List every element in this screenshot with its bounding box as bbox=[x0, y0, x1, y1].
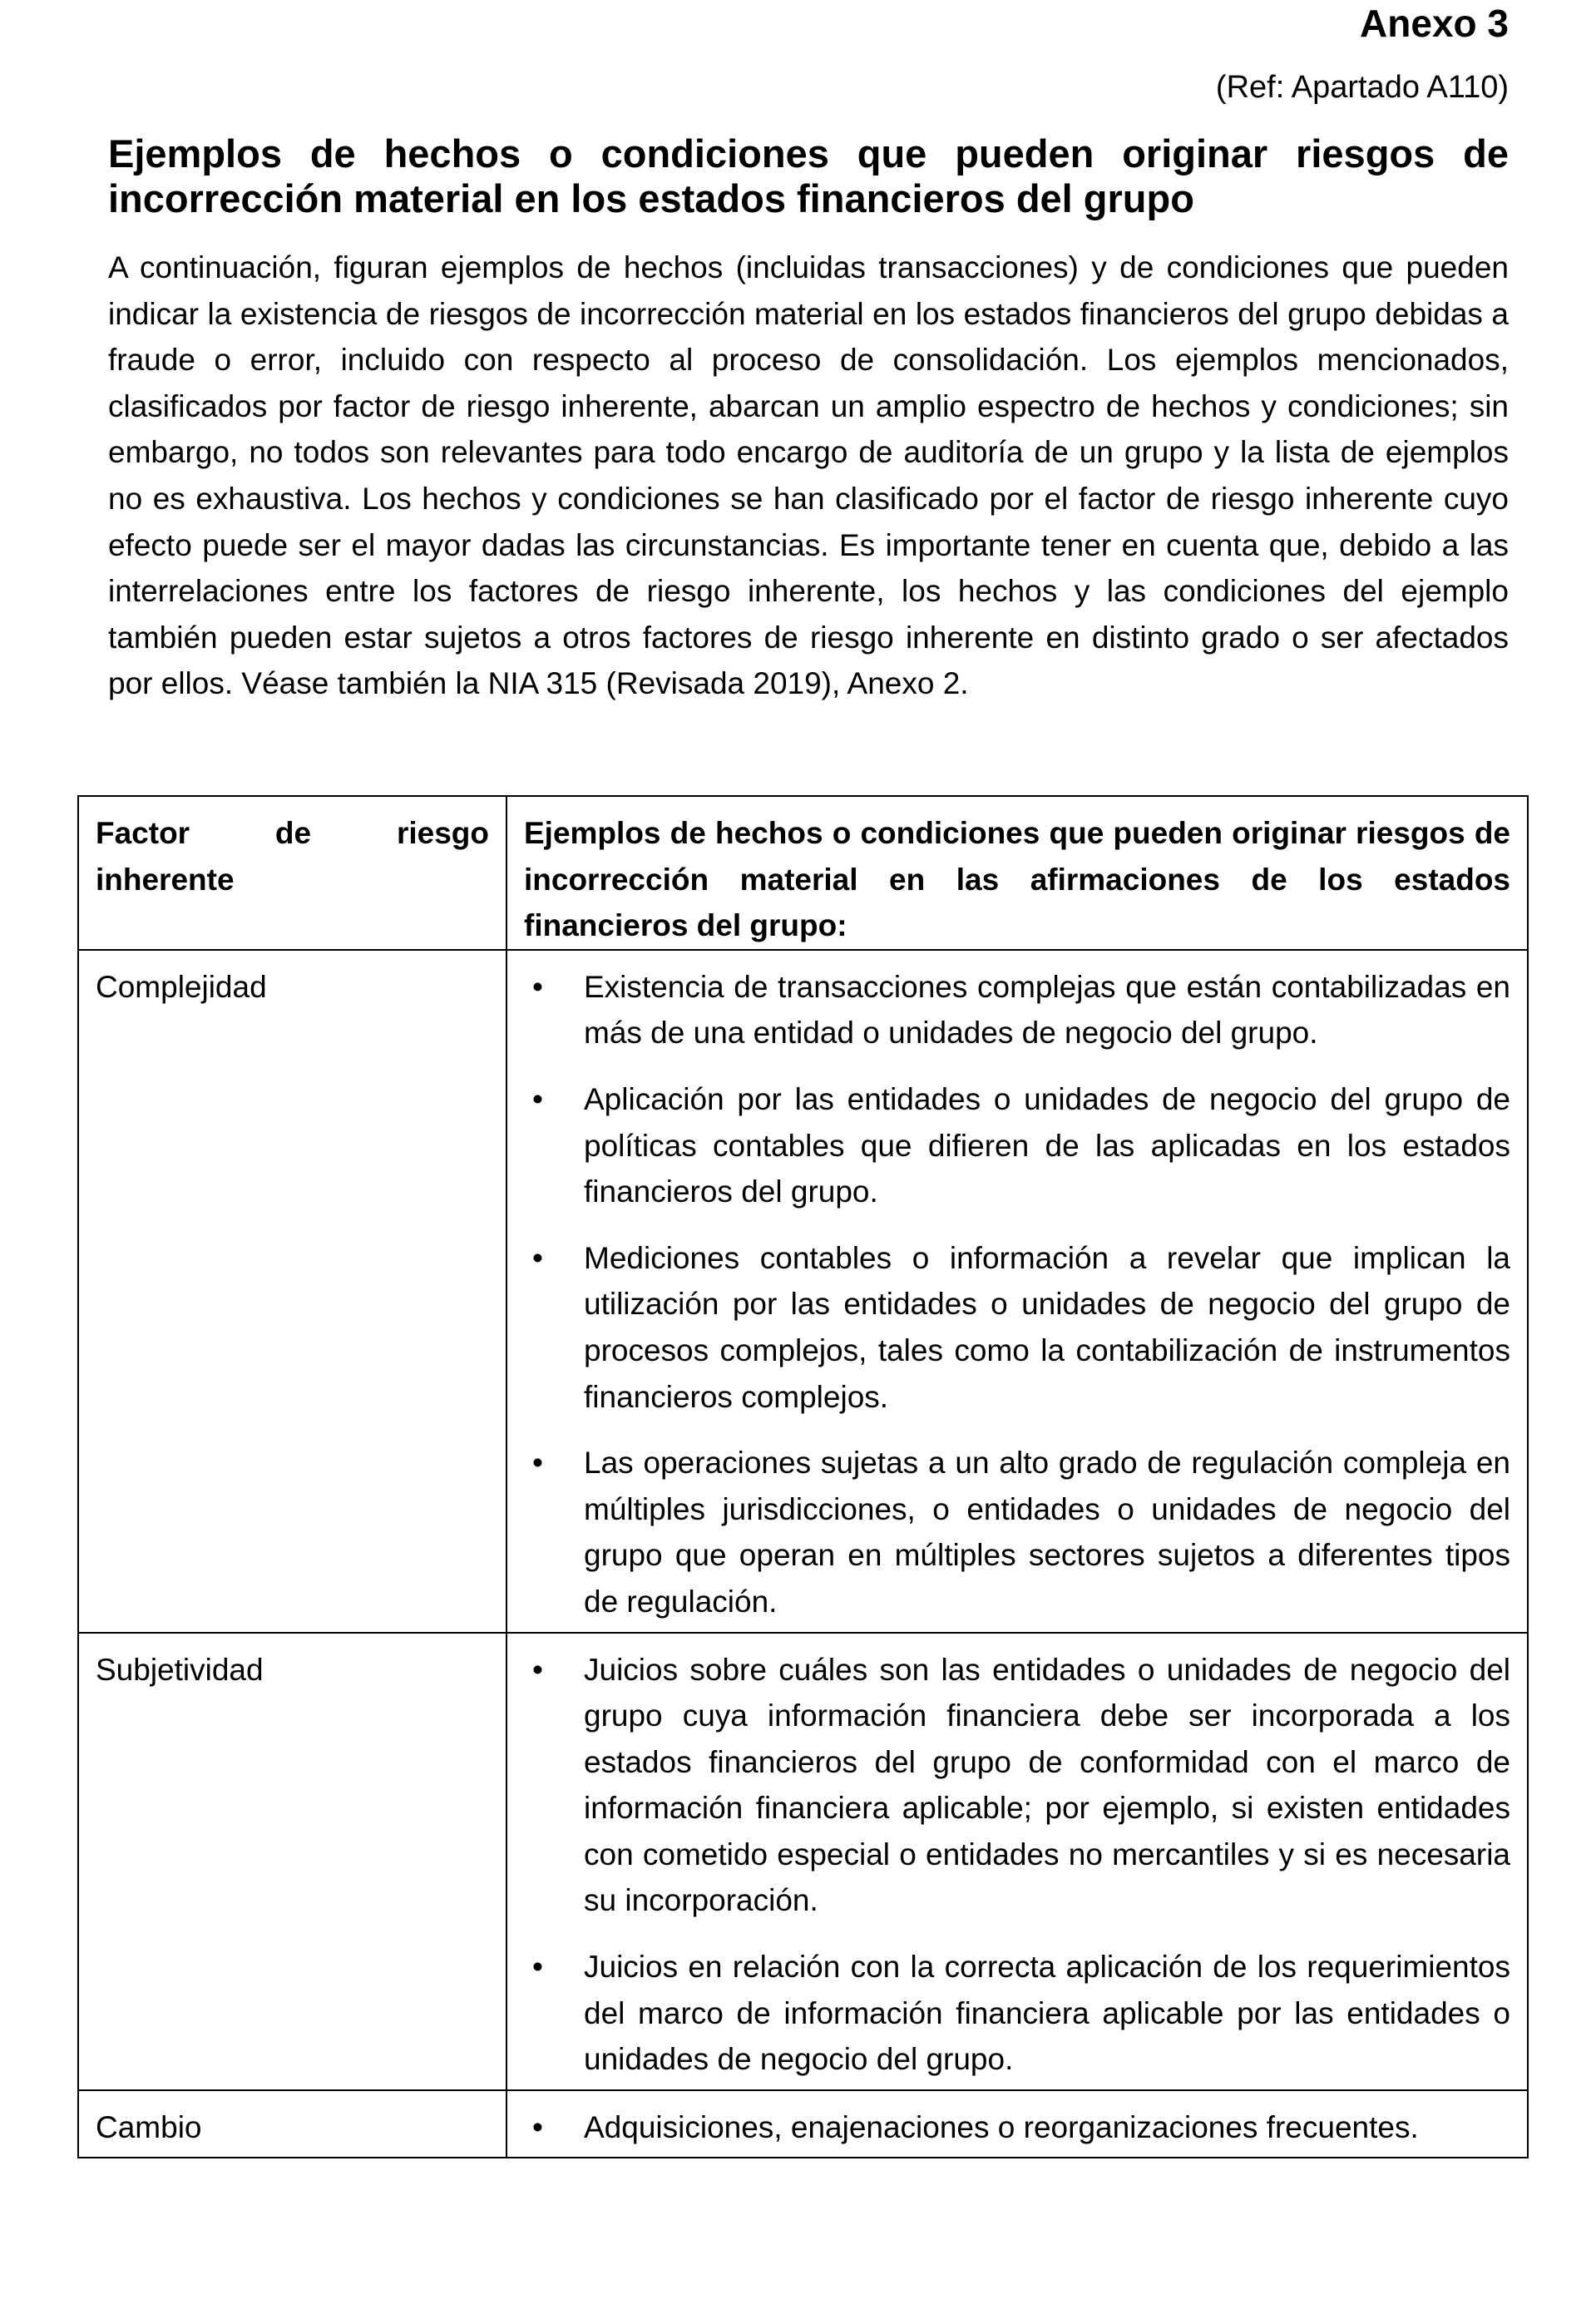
list-item bbox=[524, 1440, 1510, 1624]
risk-factor-table bbox=[77, 795, 1529, 2158]
bullet-icon: • bbox=[532, 1446, 543, 1481]
bullet-icon: • bbox=[532, 1081, 543, 1116]
header-factor-line2: inherente bbox=[96, 862, 235, 897]
bullet-icon: • bbox=[532, 2109, 543, 2144]
examples-cell bbox=[506, 2090, 1528, 2158]
annex-title: Anexo 3 bbox=[1360, 2, 1509, 45]
list-item-text: Las operaciones sujetas a un alto grado de regulación compleja en múltiples jurisdicciones, o entidades o unidades de negocio del grupo que operan en múltiples sectores sujetos a diferentes tipos de regulación. bbox=[584, 1446, 1510, 1619]
list-item bbox=[524, 1647, 1510, 1925]
list-item-text: Aplicación por las entidades o unidades de negocio del grupo de políticas contables que difieren de las aplicadas en los estados financieros del grupo. bbox=[584, 1081, 1510, 1209]
table-row-cambio bbox=[78, 2090, 1528, 2158]
table-row-subjetividad bbox=[78, 1633, 1528, 2090]
examples-cell bbox=[506, 950, 1528, 1633]
list-item bbox=[524, 1235, 1510, 1420]
list-item-text: Mediciones contables o información a revelar que implican la utilización por las entidades o unidades de negocio del grupo de procesos complejos, tales como la contabilización de instrumentos financieros complejos. bbox=[584, 1240, 1510, 1414]
list-item bbox=[524, 1076, 1510, 1215]
list-item-text: Existencia de transacciones complejas que están contabilizadas en más de una entidad o unidades de negocio del grupo. bbox=[584, 969, 1510, 1051]
document-page bbox=[108, 0, 1509, 707]
bullet-icon: • bbox=[532, 1950, 543, 1985]
factor-cell: Complejidad bbox=[78, 950, 506, 1633]
table-row-complejidad bbox=[78, 950, 1528, 1633]
factor-cell: Cambio bbox=[78, 2090, 506, 2158]
examples-list bbox=[524, 964, 1510, 1625]
bullet-icon: • bbox=[532, 969, 543, 1004]
list-item bbox=[524, 1944, 1510, 2083]
header-factor-line1: Factor de riesgo bbox=[96, 816, 489, 850]
header-examples-cell: Ejemplos de hechos o condiciones que pueden originar riesgos de incorrección material en las afirmaciones de los estados financieros del grupo: bbox=[506, 796, 1528, 950]
factor-cell: Subjetividad bbox=[78, 1633, 506, 2090]
list-item-text: Juicios en relación con la correcta aplicación de los requerimientos del marco de información financiera aplicable por las entidades o unidades de negocio del grupo. bbox=[584, 1950, 1510, 2077]
examples-list bbox=[524, 2104, 1510, 2151]
bullet-icon: • bbox=[532, 1240, 543, 1275]
list-item-text: Adquisiciones, enajenaciones o reorganizaciones frecuentes. bbox=[584, 2109, 1419, 2144]
list-item bbox=[524, 964, 1510, 1056]
examples-list bbox=[524, 1647, 1510, 2083]
annex-reference: (Ref: Apartado A110) bbox=[1215, 70, 1509, 105]
examples-cell bbox=[506, 1633, 1528, 2090]
intro-paragraph: A continuación, figuran ejemplos de hechos (incluidas transacciones) y de condiciones que pueden indicar la existencia de riesgos de incorrección material en los estados financieros del grupo debidas a fraude o error, incluido con respecto al proceso de consolidación. Los ejemplos mencionados, clasificados por factor de riesgo inherente, abarcan un amplio espectro de hechos y condiciones; sin embargo, no todos son relevantes para todo encargo de auditoría de un grupo y la lista de ejemplos no es exhaustiva. Los hechos y condiciones se han clasificado por el factor de riesgo inherente cuyo efecto puede ser el mayor dadas las circunstancias. Es importante tener en cuenta que, debido a las interrelaciones entre los factores de riesgo inherente, los hechos y las condiciones del ejemplo también pueden estar sujetos a otros factores de riesgo inherente en distinto grado o ser afectados por ellos. Véase también la NIA 315 (Revisada 2019), Anexo 2. bbox=[108, 250, 1509, 701]
list-item bbox=[524, 2104, 1510, 2151]
bullet-icon: • bbox=[532, 1652, 543, 1687]
header-factor-cell bbox=[78, 796, 506, 950]
list-item-text: Juicios sobre cuáles son las entidades o unidades de negocio del grupo cuya información financiera debe ser incorporada a los estados financieros del grupo de conformidad con el marco de información financiera aplicable; por ejemplo, si existen entidades con cometido especial o entidades no mercantiles y si es necesaria su incorporación. bbox=[584, 1652, 1510, 1918]
document-heading: Ejemplos de hechos o condiciones que pueden originar riesgos de incorrección material en los estados financieros del grupo bbox=[108, 131, 1509, 220]
table-header-row bbox=[78, 796, 1528, 950]
